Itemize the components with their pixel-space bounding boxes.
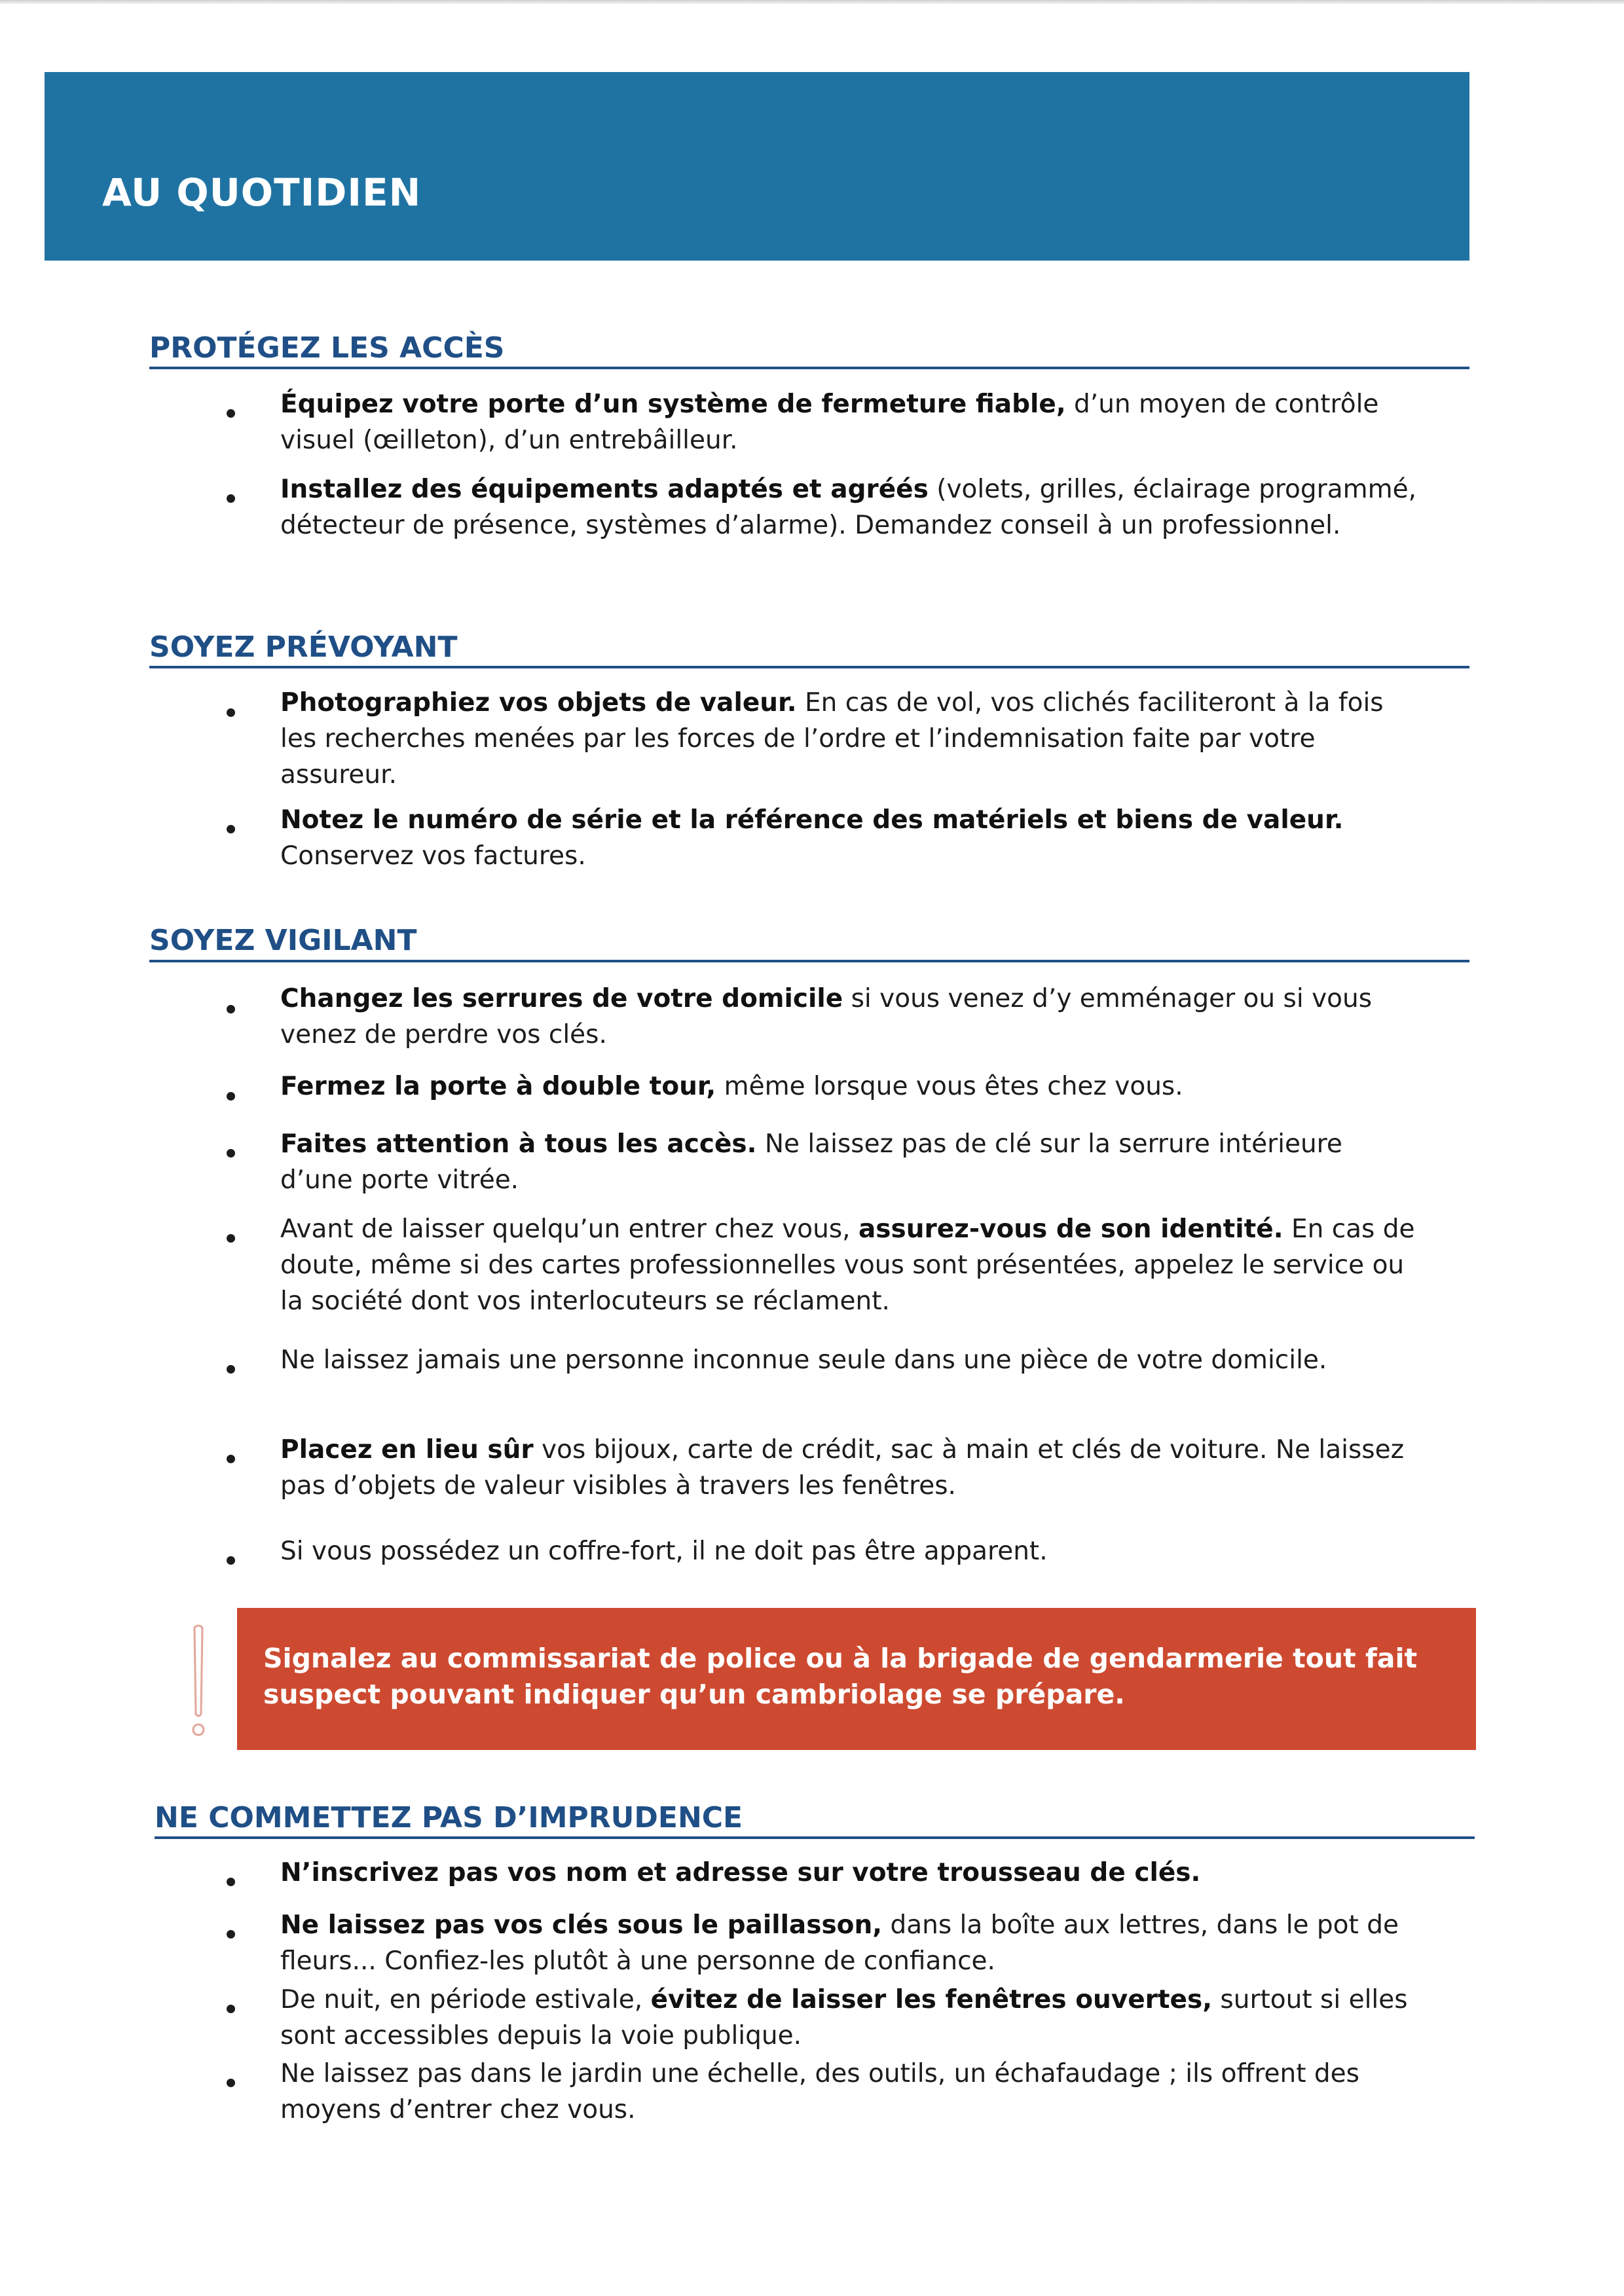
alert-text: Signalez au commissariat de police ou à la brigade de gendarmerie tout fait suspect pouvant indiquer qu’un cambriolage se prépare. <box>263 1643 1418 1710</box>
section-divider <box>149 367 1469 369</box>
exclamation-icon <box>189 1622 208 1740</box>
bullet-icon <box>227 494 235 503</box>
bullet-icon <box>227 1556 235 1565</box>
bullet-icon <box>227 1149 235 1157</box>
section-title-vigilant: SOYEZ VIGILANT <box>149 924 417 957</box>
bullet-icon <box>227 1878 235 1886</box>
bullet-icon <box>227 1365 235 1374</box>
list-item: Placez en lieu sûr vos bijoux, carte de crédit, sac à main et clés de voiture. Ne laissez pas d’objets de valeur visibles à travers les fenêtres. <box>280 1435 1405 1501</box>
bullet-icon <box>227 2079 235 2087</box>
bullet-icon <box>227 708 235 717</box>
bullet-icon <box>227 1930 235 1939</box>
list-item: Installez des équipements adaptés et agréés (volets, grilles, éclairage programmé, détecteur de présence, systèmes d’alarme). Demandez conseil à un professionnel. <box>280 475 1416 540</box>
bullet-icon <box>227 1092 235 1101</box>
list-item: Faites attention à tous les accès. Ne laissez pas de clé sur la serrure intérieure d’une porte vitrée. <box>280 1129 1342 1195</box>
list-item: De nuit, en période estivale, évitez de laisser les fenêtres ouvertes, surtout si elles sont accessibles depuis la voie publique. <box>280 1985 1408 2050</box>
list-item: Avant de laisser quelqu’un entrer chez vous, assurez-vous de son identité. En cas de doute, même si des cartes professionnelles vous sont présentées, appelez le service ou la société dont vos interlocuteurs se réclament. <box>280 1214 1415 1316</box>
section-divider <box>155 1836 1475 1839</box>
list-item: Si vous possédez un coffre-fort, il ne doit pas être apparent. <box>280 1537 1048 1566</box>
list-item: Ne laissez pas dans le jardin une échelle, des outils, un échafaudage ; ils offrent des moyens d’entrer chez vous. <box>280 2059 1359 2124</box>
list-item: Fermez la porte à double tour, même lorsque vous êtes chez vous. <box>280 1072 1183 1101</box>
section-title-imprudence: NE COMMETTEZ PAS D’IMPRUDENCE <box>155 1801 743 1834</box>
scan-edge <box>0 0 1624 4</box>
bullet-icon <box>227 409 235 418</box>
list-item: N’inscrivez pas vos nom et adresse sur votre trousseau de clés. <box>280 1858 1201 1887</box>
section-title-prevoyant: SOYEZ PRÉVOYANT <box>149 630 458 664</box>
bullet-icon <box>227 1005 235 1013</box>
bullet-icon <box>227 1455 235 1463</box>
bullet-icon <box>227 2005 235 2013</box>
list-item: Photographiez vos objets de valeur. En cas de vol, vos clichés faciliteront à la fois les recherches menées par les forces de l’ordre et l’indemnisation faite par votre assureur. <box>280 688 1384 790</box>
list-item: Ne laissez pas vos clés sous le paillasson, dans la boîte aux lettres, dans le pot de fleurs... Confiez-les plutôt à une personne de confiance. <box>280 1910 1399 1976</box>
bullet-icon <box>227 825 235 833</box>
list-item: Notez le numéro de série et la référence des matériels et biens de valeur. Conservez vos factures. <box>280 805 1344 871</box>
section-title-proteger-acces: PROTÉGEZ LES ACCÈS <box>149 331 505 365</box>
section-divider <box>149 960 1469 962</box>
list-item: Changez les serrures de votre domicile si vous venez d’y emménager ou si vous venez de perdre vos clés. <box>280 984 1373 1049</box>
section-divider <box>149 666 1469 668</box>
list-item: Équipez votre porte d’un système de fermeture fiable, d’un moyen de contrôle visuel (œilleton), d’un entrebâilleur. <box>280 390 1379 455</box>
page-title: AU QUOTIDIEN <box>102 170 422 215</box>
alert-box <box>237 1608 1476 1750</box>
header-banner <box>45 72 1469 261</box>
list-item: Ne laissez jamais une personne inconnue seule dans une pièce de votre domicile. <box>280 1345 1327 1375</box>
bullet-icon <box>227 1234 235 1243</box>
